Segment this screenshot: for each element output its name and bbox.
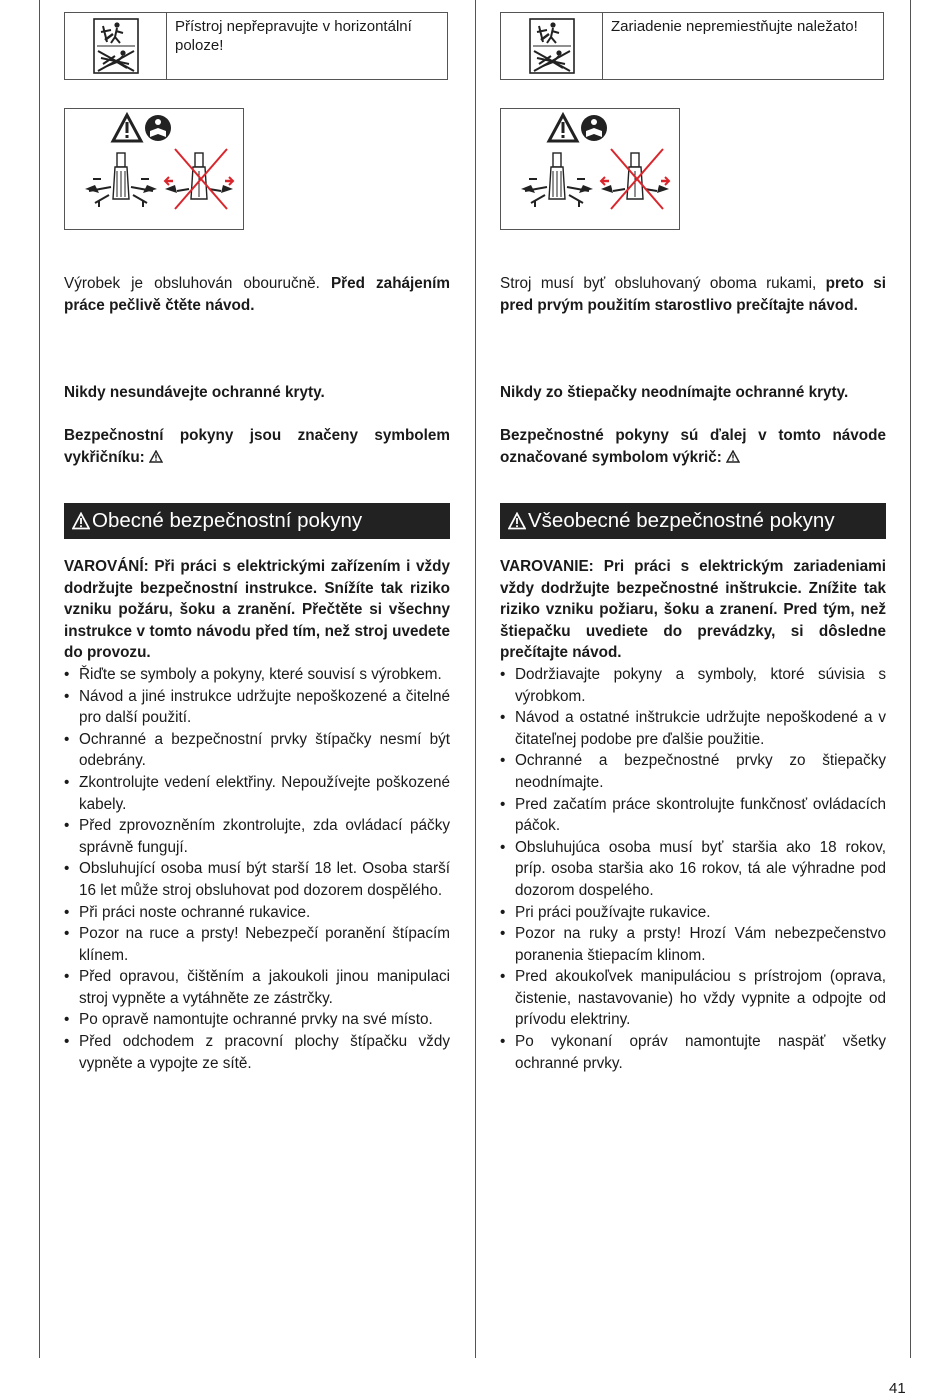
two-hand-operation-picture-sk <box>500 108 680 230</box>
intro-paragraph-sk <box>500 273 886 316</box>
right-margin-rule <box>910 0 911 1358</box>
list-item: • Před opravou, čištěním a jakoukoli jinou manipulaci stroj vypněte a vytáhněte ze zástrčky. <box>64 966 450 1009</box>
warning-triangle-icon <box>72 512 90 530</box>
never-remove-guards-sk: Nikdy zo štiepačky neodnímajte ochranné kryty. <box>500 384 849 401</box>
intro-text-regular: Výrobek je obsluhován obouručně. <box>64 275 331 292</box>
warning-triangle-icon <box>726 450 740 463</box>
list-item: • Pri práci používajte rukavice. <box>500 902 886 924</box>
safety-bullet-list <box>64 664 450 1074</box>
warning-triangle-icon <box>149 450 163 463</box>
two-hand-operation-picture-cz <box>64 108 244 230</box>
splitter-allowed-icon <box>521 153 593 207</box>
safety-instructions-sk <box>500 556 886 1074</box>
list-item: • Obsluhující osoba musí být starší 18 let. Osoba starší 16 let může stroj obsluhovat pod dozorem dospělého. <box>64 858 450 901</box>
list-item: • Obsluhujúca osoba musí byť staršia ako 18 rokov, príp. osoba staršia ako 16 rokov, tá ale výhradne pod dozorom dospelého. <box>500 837 886 902</box>
section-title: Všeobecné bezpečnostné pokyny <box>528 509 835 532</box>
no-horizontal-transport-icon <box>501 13 603 79</box>
transport-warning-box-sk <box>500 12 884 80</box>
left-margin-rule <box>39 0 40 1358</box>
intro-text-regular: Stroj musí byť obsluhovaný oboma rukami, <box>500 275 826 292</box>
list-item: • Před odchodem z pracovní plochy štípačku vždy vypněte a vypojte ze sítě. <box>64 1031 450 1074</box>
list-item: • Ochranné a bezpečnostné prvky zo štiepačky neodnímajte. <box>500 750 886 793</box>
list-item: • Pred akoukoľvek manipuláciou s prístrojom (oprava, čistenie, nastavovanie) ho vždy vypnite a odpojte od prívodu elektriny. <box>500 966 886 1031</box>
list-item: • Řiďte se symboly a pokyny, které souvisí s výrobkem. <box>64 664 450 686</box>
list-item: • Po vykonaní opráv namontujte naspäť všetky ochranné prvky. <box>500 1031 886 1074</box>
list-item: • Dodržiavajte pokyny a symboly, ktoré súvisia s výrobkom. <box>500 664 886 707</box>
list-item: • Pozor na ruce a prsty! Nebezpečí poranění štípacím klínem. <box>64 923 450 966</box>
splitter-forbidden-icon <box>165 149 233 209</box>
intro-text-bold: Před zahájením práce pečlivě čtěte návod. <box>64 275 450 314</box>
transport-warning-text: Přístroj nepřepravujte v horizontální poloze! <box>175 18 412 54</box>
symbol-note-text: Bezpečnostní pokyny jsou značeny symbolem vykřičníku: <box>64 427 450 466</box>
list-item: • Při práci noste ochranné rukavice. <box>64 902 450 924</box>
warning-lead-paragraph: VAROVANIE: Pri práci s elektrickým zariadeniami vždy dodržujte bezpečnostné inštrukcie. Znížite tak riziko vzniku požiaru, šoku a zranení. Pred tým, než štiepačku uvediete do prevádzky, si dôsledne prečítajte návod. <box>500 558 886 662</box>
list-item: • Pred začatím práce skontrolujte funkčnosť ovládacích páčok. <box>500 794 886 837</box>
warning-lead-paragraph: VAROVÁNÍ: Při práci s elektrickými zařízením i vždy dodržujte bezpečnostní instrukce. Snížíte tak riziko vzniku požáru, šoku a zranění. Přečtěte si všechny instrukce v tomto návodu před tím, než stroj uvedete do provozu. <box>64 558 450 662</box>
intro-paragraph-cz <box>64 273 450 316</box>
transport-warning-box-cz <box>64 12 448 80</box>
warning-triangle-icon <box>508 512 526 530</box>
intro-text-bold: preto si pred prvým použitím starostlivo prečítajte návod. <box>500 275 887 314</box>
safety-bullet-list <box>500 664 886 1074</box>
page-number: 41 <box>889 1380 906 1397</box>
transport-warning-text: Zariadenie nepremiestňujte naležato! <box>611 18 858 35</box>
never-remove-guards-cz: Nikdy nesundávejte ochranné kryty. <box>64 384 325 401</box>
list-item: • Návod a ostatné inštrukcie udržujte nepoškodené a v čitateľnej podobe pre ďalšie použitie. <box>500 707 886 750</box>
splitter-allowed-icon <box>85 153 157 207</box>
center-rule <box>475 0 476 1358</box>
read-manual-icon <box>145 115 171 141</box>
warning-triangle-icon <box>549 115 577 141</box>
symbol-note-cz <box>64 425 450 468</box>
list-item: • Návod a jiné instrukce udržujte nepoškozené a čitelné pro další použití. <box>64 686 450 729</box>
list-item: • Po opravě namontujte ochranné prvky na své místo. <box>64 1009 450 1031</box>
section-title: Obecné bezpečnostní pokyny <box>92 509 363 532</box>
symbol-note-text: Bezpečnostné pokyny sú ďalej v tomto návode označované symbolom výkrič: <box>500 427 886 466</box>
safety-instructions-cz <box>64 556 450 1074</box>
list-item: • Pozor na ruky a prsty! Hrozí Vám nebezpečenstvo poranenia štiepacím klinom. <box>500 923 886 966</box>
section-heading-sk <box>500 503 886 539</box>
splitter-forbidden-icon <box>601 149 669 209</box>
list-item: • Před zprovozněním zkontrolujte, zda ovládací páčky správně fungují. <box>64 815 450 858</box>
symbol-note-sk <box>500 425 886 468</box>
read-manual-icon <box>581 115 607 141</box>
no-horizontal-transport-icon <box>65 13 167 79</box>
list-item: • Ochranné a bezpečnostní prvky štípačky nesmí být odebrány. <box>64 729 450 772</box>
list-item: • Zkontrolujte vedení elektřiny. Nepoužívejte poškozené kabely. <box>64 772 450 815</box>
section-heading-cz <box>64 503 450 539</box>
warning-triangle-icon <box>113 115 141 141</box>
